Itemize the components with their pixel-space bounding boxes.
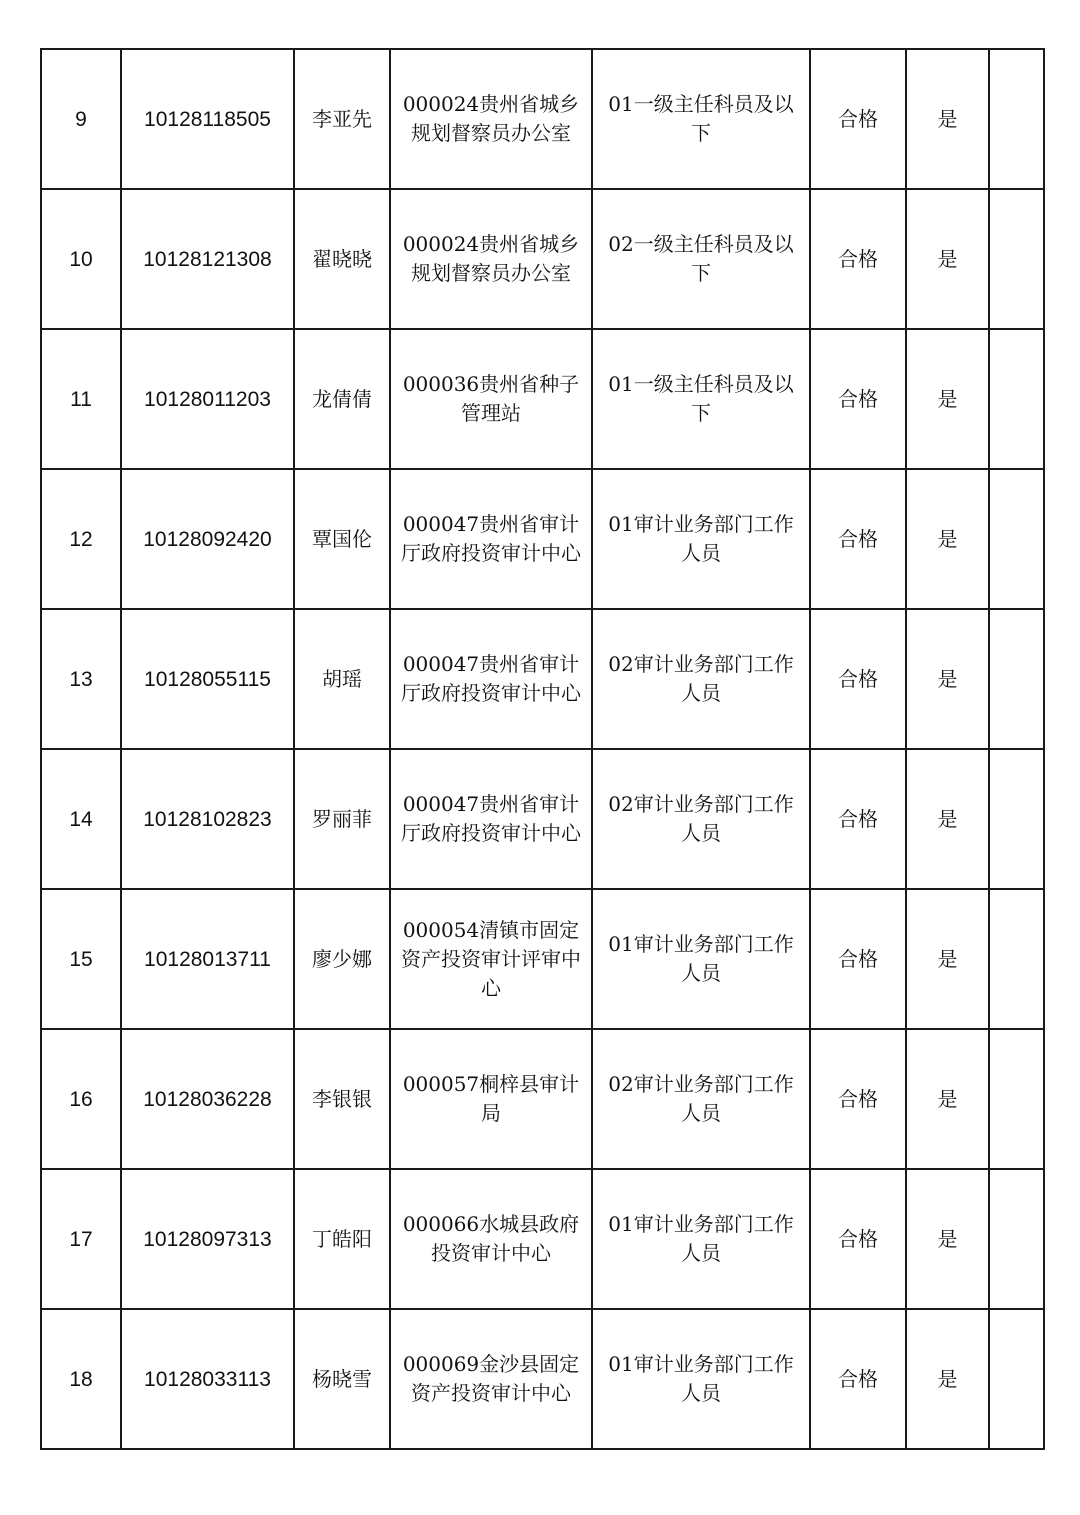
- table-row: [41, 469, 1044, 609]
- hiring-unit-cell: 000047贵州省审计厅政府投资审计中心: [390, 469, 592, 609]
- position-cell: 01审计业务部门工作人员: [592, 1169, 810, 1309]
- hiring-unit-cell: 000069金沙县固定资产投资审计中心: [390, 1309, 592, 1449]
- note-cell: [989, 189, 1044, 329]
- hired-status-cell: 是: [906, 1169, 989, 1309]
- note-cell: [989, 1309, 1044, 1449]
- hiring-unit-cell: 000066水城县政府投资审计中心: [390, 1169, 592, 1309]
- table-row: [41, 1309, 1044, 1449]
- table-row: [41, 1169, 1044, 1309]
- exam-result-cell: 合格: [810, 329, 906, 469]
- position-cell: 02审计业务部门工作人员: [592, 1029, 810, 1169]
- table-row: [41, 1029, 1044, 1169]
- table-row: [41, 329, 1044, 469]
- seq-cell: 13: [41, 609, 121, 749]
- hired-status-cell: 是: [906, 889, 989, 1029]
- hired-status-cell: 是: [906, 749, 989, 889]
- exam-result-cell: 合格: [810, 1169, 906, 1309]
- exam-result-cell: 合格: [810, 749, 906, 889]
- hired-status-cell: 是: [906, 189, 989, 329]
- position-cell: 02一级主任科员及以下: [592, 189, 810, 329]
- table-body: [41, 49, 1044, 1449]
- table-row: [41, 889, 1044, 1029]
- hired-status-cell: 是: [906, 329, 989, 469]
- hired-status-cell: 是: [906, 1029, 989, 1169]
- position-cell: 02审计业务部门工作人员: [592, 749, 810, 889]
- hired-status-cell: 是: [906, 469, 989, 609]
- candidate-name-cell: 李亚先: [294, 49, 390, 189]
- exam-number-cell: 10128033113: [121, 1309, 294, 1449]
- candidate-name-cell: 胡瑶: [294, 609, 390, 749]
- table-row: [41, 609, 1044, 749]
- exam-number-cell: 10128102823: [121, 749, 294, 889]
- position-cell: 01审计业务部门工作人员: [592, 889, 810, 1029]
- exam-number-cell: 10128036228: [121, 1029, 294, 1169]
- hiring-unit-cell: 000047贵州省审计厅政府投资审计中心: [390, 609, 592, 749]
- candidate-name-cell: 覃国伦: [294, 469, 390, 609]
- exam-number-cell: 10128011203: [121, 329, 294, 469]
- hired-status-cell: 是: [906, 49, 989, 189]
- candidate-name-cell: 廖少娜: [294, 889, 390, 1029]
- candidate-name-cell: 杨晓雪: [294, 1309, 390, 1449]
- exam-number-cell: 10128097313: [121, 1169, 294, 1309]
- note-cell: [989, 1169, 1044, 1309]
- position-cell: 01审计业务部门工作人员: [592, 469, 810, 609]
- seq-cell: 17: [41, 1169, 121, 1309]
- position-cell: 01一级主任科员及以下: [592, 49, 810, 189]
- exam-result-cell: 合格: [810, 1029, 906, 1169]
- exam-number-cell: 10128013711: [121, 889, 294, 1029]
- hired-status-cell: 是: [906, 1309, 989, 1449]
- hiring-unit-cell: 000024贵州省城乡规划督察员办公室: [390, 189, 592, 329]
- exam-result-cell: 合格: [810, 1309, 906, 1449]
- exam-result-cell: 合格: [810, 889, 906, 1029]
- seq-cell: 16: [41, 1029, 121, 1169]
- note-cell: [989, 469, 1044, 609]
- note-cell: [989, 49, 1044, 189]
- seq-cell: 12: [41, 469, 121, 609]
- hiring-unit-cell: 000057桐梓县审计局: [390, 1029, 592, 1169]
- exam-number-cell: 10128121308: [121, 189, 294, 329]
- seq-cell: 18: [41, 1309, 121, 1449]
- exam-result-cell: 合格: [810, 49, 906, 189]
- seq-cell: 10: [41, 189, 121, 329]
- note-cell: [989, 1029, 1044, 1169]
- seq-cell: 14: [41, 749, 121, 889]
- table-row: [41, 749, 1044, 889]
- exam-result-cell: 合格: [810, 189, 906, 329]
- exam-number-cell: 10128118505: [121, 49, 294, 189]
- hiring-unit-cell: 000024贵州省城乡规划督察员办公室: [390, 49, 592, 189]
- exam-number-cell: 10128055115: [121, 609, 294, 749]
- exam-result-cell: 合格: [810, 469, 906, 609]
- candidate-name-cell: 龙倩倩: [294, 329, 390, 469]
- candidate-name-cell: 翟晓晓: [294, 189, 390, 329]
- note-cell: [989, 609, 1044, 749]
- hiring-unit-cell: 000054清镇市固定资产投资审计评审中心: [390, 889, 592, 1029]
- position-cell: 02审计业务部门工作人员: [592, 609, 810, 749]
- position-cell: 01审计业务部门工作人员: [592, 1309, 810, 1449]
- candidate-name-cell: 罗丽菲: [294, 749, 390, 889]
- exam-number-cell: 10128092420: [121, 469, 294, 609]
- seq-cell: 15: [41, 889, 121, 1029]
- hired-status-cell: 是: [906, 609, 989, 749]
- note-cell: [989, 329, 1044, 469]
- hiring-unit-cell: 000036贵州省种子管理站: [390, 329, 592, 469]
- seq-cell: 9: [41, 49, 121, 189]
- exam-result-cell: 合格: [810, 609, 906, 749]
- candidate-name-cell: 李银银: [294, 1029, 390, 1169]
- table-row: [41, 49, 1044, 189]
- hiring-unit-cell: 000047贵州省审计厅政府投资审计中心: [390, 749, 592, 889]
- results-table: [40, 48, 1045, 1450]
- table-row: [41, 189, 1044, 329]
- position-cell: 01一级主任科员及以下: [592, 329, 810, 469]
- seq-cell: 11: [41, 329, 121, 469]
- note-cell: [989, 749, 1044, 889]
- candidate-name-cell: 丁皓阳: [294, 1169, 390, 1309]
- note-cell: [989, 889, 1044, 1029]
